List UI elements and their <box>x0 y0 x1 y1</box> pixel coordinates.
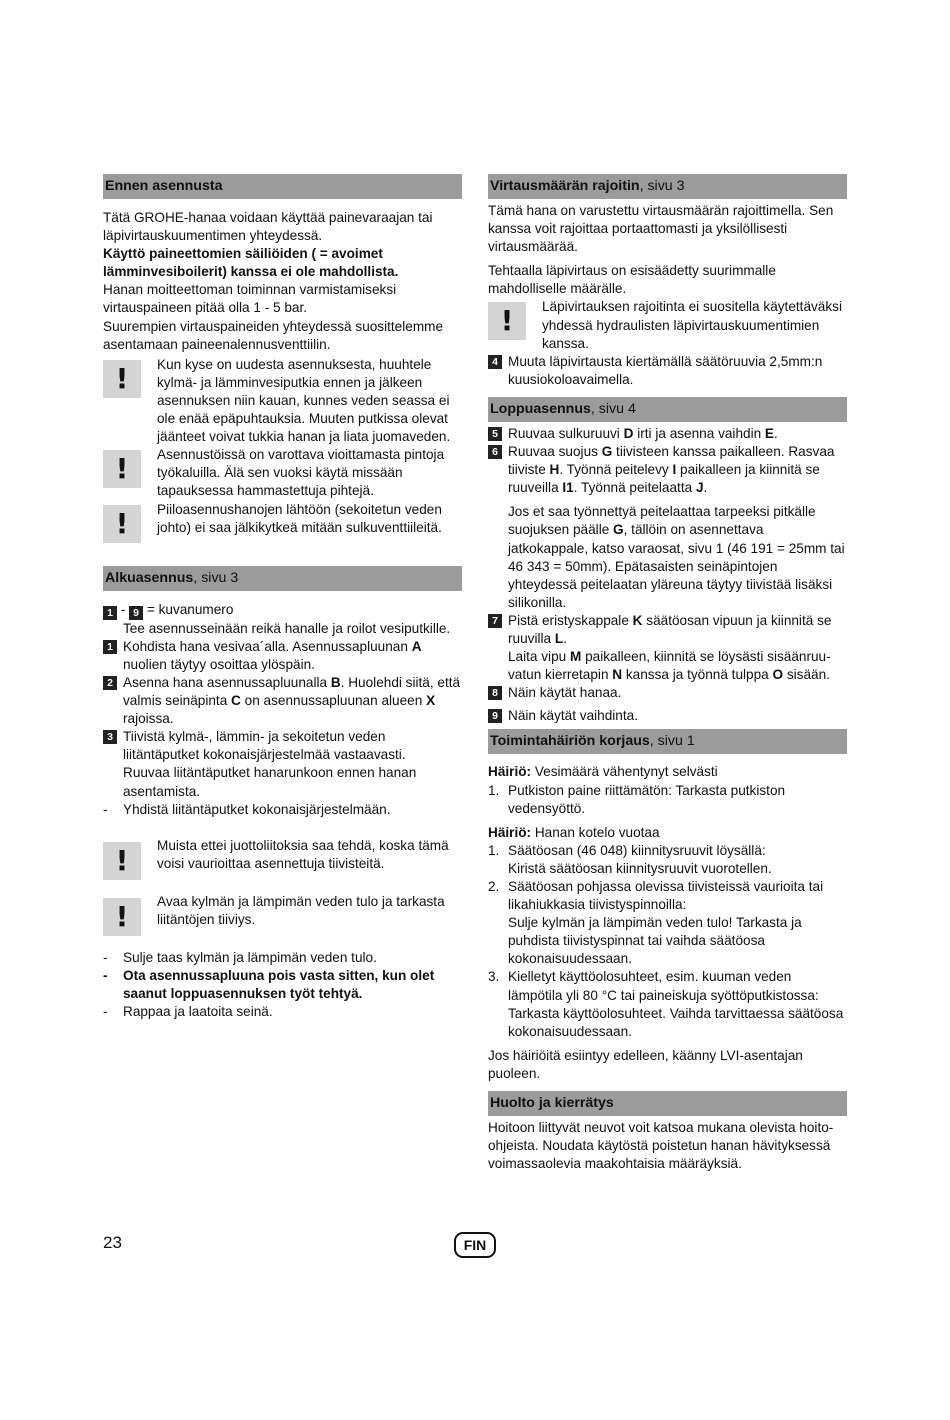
warning-note <box>488 298 847 352</box>
step-number-badge: 6 <box>488 445 502 459</box>
step-number-badge: 9 <box>488 709 502 723</box>
step-3: 3 Tiivistä kylmä-, lämmin- ja sekoitetun veden liitäntäputket kokonaisjärjestelmää vastaavasti. Ruuvaa liitäntäputket hanarunkoon ennen hanan asentamista. <box>103 728 462 800</box>
warning-icon: ! <box>103 450 141 488</box>
paragraph: Jos häiriöitä esiintyy edelleen, käänny LVI-asentajan puoleen. <box>488 1047 803 1081</box>
step-5: 5 Ruuvaa sulkuruuvi D irti ja asenna vaihdin E. <box>488 425 847 443</box>
paragraph: Tämä hana on varustettu virtausmäärän rajoittimella. Sen kanssa voit rajoittaa portaattomasti ja yksilöllisesti virtausmäärää. <box>488 203 834 255</box>
list-item: 1. Putkiston paine riittämätön: Tarkasta putkiston vedensyöttö. <box>488 782 786 816</box>
warning-text: Kun kyse on uudesta asennuksesta, huuhtele kylmä- ja lämminvesiputkia ennen ja jälkeen asennuksen niin kauan, kunnes veden seassa ei ole enää epäpuhtauksia. Muuten putkissa olevat jäänteet voivat tukkia hanan ja liata juomaveden. <box>157 356 451 445</box>
fault-heading: Häiriö: Vesimäärä vähentynyt selvästi <box>488 764 718 780</box>
step-2: 2 Asenna hana asennussapluunalla B. Huolehdi siitä, että valmis seinäpinta C on asennussapluunan alueen X rajoissa. <box>103 674 462 728</box>
warning-icon: ! <box>103 842 141 880</box>
warning-note <box>103 893 462 933</box>
dash-item: - Rappaa ja laatoita seinä. <box>103 1004 273 1020</box>
section-header-ennen-asennusta: Ennen asennusta <box>103 174 462 199</box>
step-number-badge: 2 <box>103 676 117 690</box>
step-number-badge: 4 <box>488 355 502 369</box>
dash-item: - Ota asennussapluuna pois vasta sitten, kun olet saanut loppuasennuksen työt tehtyä. <box>103 968 435 1002</box>
warning-text: Läpivirtauksen rajoitinta ei suositella käytettäväksi yhdessä hydraulisten läpivirtauskuumentimien kanssa. <box>542 299 842 351</box>
warning-icon: ! <box>103 505 141 543</box>
step-number-badge: 1 <box>103 640 117 654</box>
step-8: 8 Näin käytät hanaa. <box>488 684 847 702</box>
step-6: 6 Ruuvaa suojus G tiivisteen kanssa paikalleen. Rasvaa tiiviste H. Työnnä peitelevy I paikalleen ja kiinnitä se ruuveilla I1. Työnnä peitelaatta J. Jos et saa työnnettyä peitelaattaa tarpeeksi pitkälle suojuksen päälle G, tällöin on asennettava jatkokappale, katso varaosat, sivu 1 (46 191 = 25mm tai 46 343 = 50mm). Epätasaisten seinäpintojen yhteydessä peitelaatan yläreuna täytyy tiivistää lisäksi silikonilla. <box>488 443 847 612</box>
warning-text: Muista ettei juottoliitoksia saa tehdä, koska tämä voisi vaurioittaa asennettuja tiivisteitä. <box>157 837 449 871</box>
paragraph-bold: Käyttö paineettomien säiliöiden ( = avoimet lämminvesiboilerit) kanssa ei ole mahdollista. <box>103 246 399 280</box>
section-header-loppuasennus: Loppuasennus, sivu 4 <box>488 397 847 422</box>
language-badge: FIN <box>454 1232 496 1258</box>
dash-item: - Yhdistä liitäntäputket kokonaisjärjestelmään. <box>103 801 391 817</box>
dash-item: - Sulje taas kylmän ja lämpimän veden tulo. <box>103 950 377 966</box>
step-4: 4 Muuta läpivirtausta kiertämällä säätöruuvia 2,5mm:n kuusiokoloavaimella. <box>488 353 847 389</box>
warning-text: Piiloasennushanojen lähtöön (sekoitetun veden johto) ei saa jälkikytkeä mitään sulkuventtiileitä. <box>157 501 442 535</box>
step-7: 7 Pistä eristyskappale K säätöosan vipuun ja kiinnitä se ruuvilla L. Laita vipu M paikalleen, kiinnitä se löysästi sisäänruu-vatun kierretapin N kanssa ja työnnä tulppa O sisään. <box>488 612 847 684</box>
warning-icon: ! <box>103 360 141 398</box>
step-1: 1 Kohdista hana vesivaa´alla. Asennussapluunan A nuolien täytyy osoittaa ylöspäin. <box>103 638 462 674</box>
left-column <box>103 174 462 1021</box>
list-item: 1. Säätöosan (46 048) kiinnitysruuvit löysällä: Kiristä säätöosan kiinnitysruuvit vuorotellen. <box>488 842 772 876</box>
paragraph: Tehtaalla läpivirtaus on esisäädetty suurimmalle mahdolliselle määrälle. <box>488 263 776 297</box>
step-number-badge: 3 <box>103 730 117 744</box>
step-number-badge: 5 <box>488 427 502 441</box>
fault-heading: Häiriö: Hanan kotelo vuotaa <box>488 824 660 840</box>
page-number: 23 <box>103 1233 122 1252</box>
section-header-alkuasennus: Alkuasennus, sivu 3 <box>103 566 462 591</box>
warning-text: Asennustöissä on varottava vioittamasta pintoja työkaluilla. Älä sen vuoksi käytä missään tapauksessa hammastettuja pihtejä. <box>157 447 445 499</box>
warning-note <box>103 501 462 540</box>
figure-range: 1 - 9 = kuvanumero <box>103 601 462 620</box>
warning-note <box>103 837 462 877</box>
paragraph: Tätä GROHE-hanaa voidaan käyttää painevaraajan tai läpivirtauskuumentimen yhteydessä. <box>103 210 433 244</box>
right-column <box>488 174 847 1173</box>
section-header-toimintahairion-korjaus: Toimintahäiriön korjaus, sivu 1 <box>488 729 847 754</box>
paragraph: Suurempien virtauspaineiden yhteydessä suosittelemme asentamaan paineenalennusventtiilin. <box>103 318 444 352</box>
step-number-badge: 1 <box>103 606 117 620</box>
warning-text: Avaa kylmän ja lämpimän veden tulo ja tarkasta liitäntöjen tiiviys. <box>157 893 445 927</box>
step-number-badge: 9 <box>129 606 143 620</box>
warning-note <box>103 446 462 500</box>
paragraph: Hoitoon liittyvät neuvot voit katsoa mukana olevista hoito-ohjeista. Noudata käytöstä poistetun hanan hävityksessä voimassaolevia maakohtaisia määräyksiä. <box>488 1120 834 1172</box>
paragraph: Tee asennusseinään reikä hanalle ja roilot vesiputkille. <box>123 620 451 636</box>
warning-icon: ! <box>103 898 141 936</box>
list-item: 2. Säätöosan pohjassa olevissa tiivisteissä vaurioita tai likahiukkasia tiivistyspinnoilla: Sulje kylmän ja lämpimän veden tulo! Tarkasta ja puhdista tiivistyspinnat tai vaihda säätöosa kokonaisuudessaan. <box>488 879 824 967</box>
list-item: 3. Kielletyt käyttöolosuhteet, esim. kuuman veden lämpötila yli 80 °C tai paineiskuja syöttöputkistossa: Tarkasta käyttöolosuhteet. Vaihda tarvittaessa säätöosa kokonaisuudessaan. <box>488 969 844 1039</box>
section-header-virtausmaaran-rajoitin: Virtausmäärän rajoitin, sivu 3 <box>488 174 847 199</box>
warning-icon: ! <box>488 302 526 340</box>
paragraph: Hanan moitteettoman toiminnan varmistamiseksi virtauspaineen pitää olla 1 - 5 bar. <box>103 282 397 316</box>
section-header-huolto-ja-kierratys: Huolto ja kierrätys <box>488 1091 847 1116</box>
step-number-badge: 8 <box>488 686 502 700</box>
step-number-badge: 7 <box>488 614 502 628</box>
warning-note <box>103 356 462 446</box>
step-9: 9 Näin käytät vaihdinta. <box>488 707 847 725</box>
